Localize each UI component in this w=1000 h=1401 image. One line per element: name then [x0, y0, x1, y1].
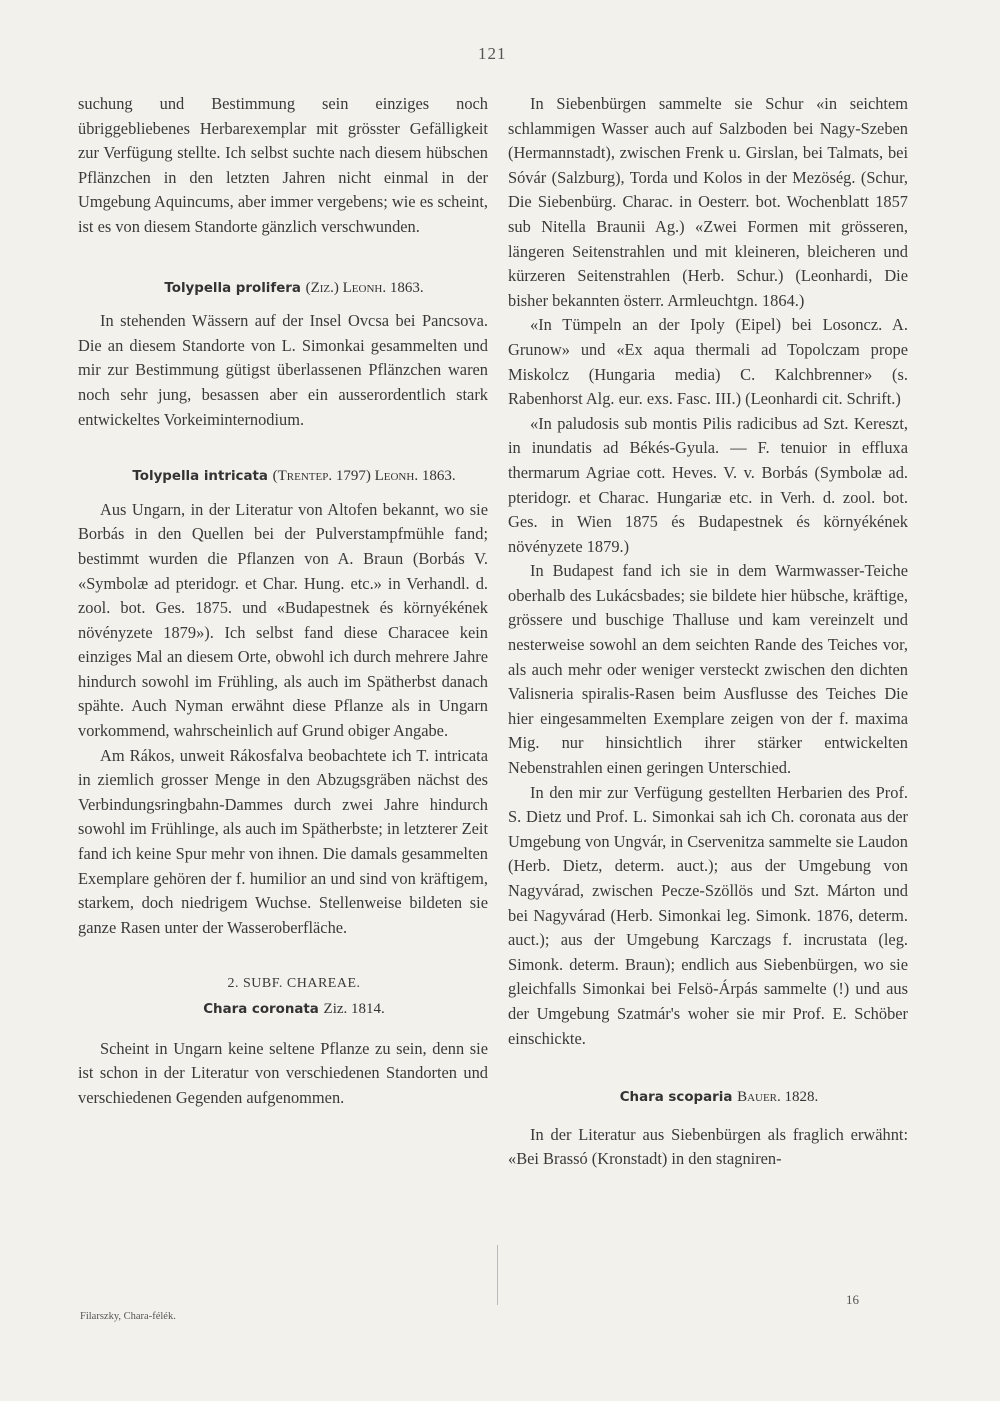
species-name: Tolypella prolifera [164, 280, 301, 296]
species-name: Tolypella intricata [132, 469, 268, 485]
species-authority: Bauer. 1828. [737, 1089, 819, 1106]
species-heading [78, 997, 488, 1023]
column-divider [497, 1245, 498, 1305]
species-authority: (Trentep. 1797) Leonh. 1863. [272, 468, 456, 485]
species-heading [508, 1085, 908, 1111]
paragraph: In der Literatur aus Siebenbürgen als fraglich erwähnt: «Bei Brassó (Kronstadt) in den stagniren- [508, 1124, 908, 1169]
species-heading [78, 464, 488, 490]
species-heading [78, 276, 488, 302]
paragraph: Aus Ungarn, in der Literatur von Altofen bekannt, wo sie Borbás in den Quellen bei der Pulverstampfmühle fand; bestimmt wurden die Pflanzen von A. Braun (Borbás V. «Symbolæ ad pteridogr. et Char. Hung. etc.» in Verhandl. d. zool. bot. Ges. 1875. und «Budapestnek és környékének növényzete 1879»). Ich selbst fand diese Characee kein einziges Mal an diesem Orte, obwohl ich durch mehrere Jahre hindurch sowohl im Frühling, als auch im Spätherbst danach spähte. Auch Nyman erwähnt diese Pflanze als in Ungarn vorkommend, wahrscheinlich auf Grund obiger Angabe. [78, 499, 488, 741]
paragraph: Am Rákos, unweit Rákosfalva beobachtete ich T. intricata in ziemlich grosser Menge in den Abzugsgräben nächst des Verbindungsringbahn-Dammes durch zwei Jahre hindurch sowohl im Frühlinge, als auch im Spätherbste; in letzterer Zeit fand ich keine Spur mehr von ihnen. Die damals gesammelten Exemplare gehören der f. humilior an und sind von kräftigem, starkem, doch niedrigem Wuchse. Stellenweise bildeten sie ganze Rasen unter der Wasseroberfläche. [78, 745, 488, 937]
species-authority: (Ziz.) Leonh. 1863. [305, 279, 424, 296]
paragraph: In stehenden Wässern auf der Insel Ovcsa bei Pancsova. Die an diesem Standorte von L. Simonkai gesammelten und mir zur Bestimmung gütigst überlassenen Pflänzchen waren noch sehr jung, besassen aber ein ausserordentlich stark entwickeltes Vorkeiminternodium. [78, 311, 488, 429]
footer-signature: Filarszky, Chara-félék. [80, 1311, 176, 1322]
page-number: 121 [478, 44, 507, 63]
species-name: Chara coronata [203, 1002, 319, 1017]
species-authority: Ziz. 1814. [323, 1001, 385, 1017]
section-heading: 2. SUBF. CHAREAE. [227, 976, 361, 992]
left-column [78, 92, 488, 1110]
paragraph: In den mir zur Verfügung gestellten Herbarien des Prof. S. Dietz und Prof. L. Simonkai sah ich Ch. coronata aus der Umgebung von Ungvár, in Cservenitza sammelte sie Laudon (Herb. Dietz, determ. auct.); aus der Umgebung von Nagyvárad, zwischen Pecze-Szöllös und Szt. Márton und bei Nagyvárad (Herb. Simonkai leg. Simonk. 1876, determ. auct.); aus der Umgebung Karczags f. incrustata (leg. Simonk. determ. Braun); endlich aus Siebenbürgen, wo sie gleichfalls Simonkai bei Felsö-Árpás sammelte (!) und aus der Umgebung Szatmár's woher sie mir Prof. E. Schöber einschickte. [508, 782, 908, 1048]
right-column [508, 92, 908, 1172]
paragraph: In Budapest fand ich sie in dem Warmwasser-Teiche oberhalb des Lukácsbades; sie bildete hier hübsche, kräftige, grössere und buschige Thalluse und kam vereinzelt und nesterweise sowohl an dem seichten Rande des Teiches vor, als auch mehr oder weniger versteckt zwischen den dichten Valisneria spiralis-Rasen beim Ausflusse des Teiches Die hier eingesammelten Exemplare zeigen von der f. maxima Mig. nur hinsichtlich ihrer stärker entwickelten Nebenstrahlen einen geringen Unterschied. [508, 561, 908, 778]
paragraph: In Siebenbürgen sammelte sie Schur «in seichtem schlammigen Wasser auch auf Salzboden bei Nagy-Szeben (Hermannstadt), zwischen Frenk u. Girslan, bei Talmats, bei Sóvár (Salzburg), Torda und Kolos in der Mezöség. (Schur, Die Siebenbürg. Charac. in Oesterr. bot. Wochenblatt 1857 sub Nitella Braunii Ag.) «Zwei Formen mit grösseren, längeren Seitenstrahlen und mit kleineren, bleicheren und kürzeren Seitenstrahlen (Herb. Schur.) (Leonhardi, Die bisher bekannten österr. Armleuchtgn. 1864.) [508, 94, 908, 310]
paragraph: «In paludosis sub montis Pilis radicibus ad Szt. Kereszt, in inundatis ad Békés-Gyula. — F. tenuior in effluxa thermarum Agriae cott. Heves. V. v. Borbás (Symbolæ ad. pteridogr. et Charac. Hungariæ etc. in Verh. d. zool. bot. Ges. in Wien 1875 és Budapestnek és környékének növényzete 1879.) [508, 413, 908, 556]
paragraph: Scheint in Ungarn keine seltene Pflanze zu sein, denn sie ist schon in der Literatur von verschiedenen Standorten und verschiedenen Gegenden aufgenommen. [78, 1038, 488, 1107]
footer-sheet-number: 16 [846, 1292, 859, 1307]
paragraph: «In Tümpeln an der Ipoly (Eipel) bei Losoncz. A. Grunow» und «Ex aqua thermali ad Topolczam prope Miskolcz (Hungaria media) C. Kalchbrenner» (s. Rabenhorst Alg. eur. exs. Fasc. III.) (Leonhardi cit. Schrift.) [508, 315, 908, 409]
species-name: Chara scoparia [619, 1090, 733, 1106]
paragraph: suchung und Bestimmung sein einziges noch übriggebliebenes Herbarexemplar mit grösster Gefälligkeit zur Verfügung stellte. Ich selbst suchte nach diesem hübschen Pflänzchen in den letzten Jahren nicht einmal in der Umgebung Aquincums, aber immer vergebens; wie es scheint, ist es von diesem Standorte gänzlich verschwunden. [78, 94, 488, 236]
